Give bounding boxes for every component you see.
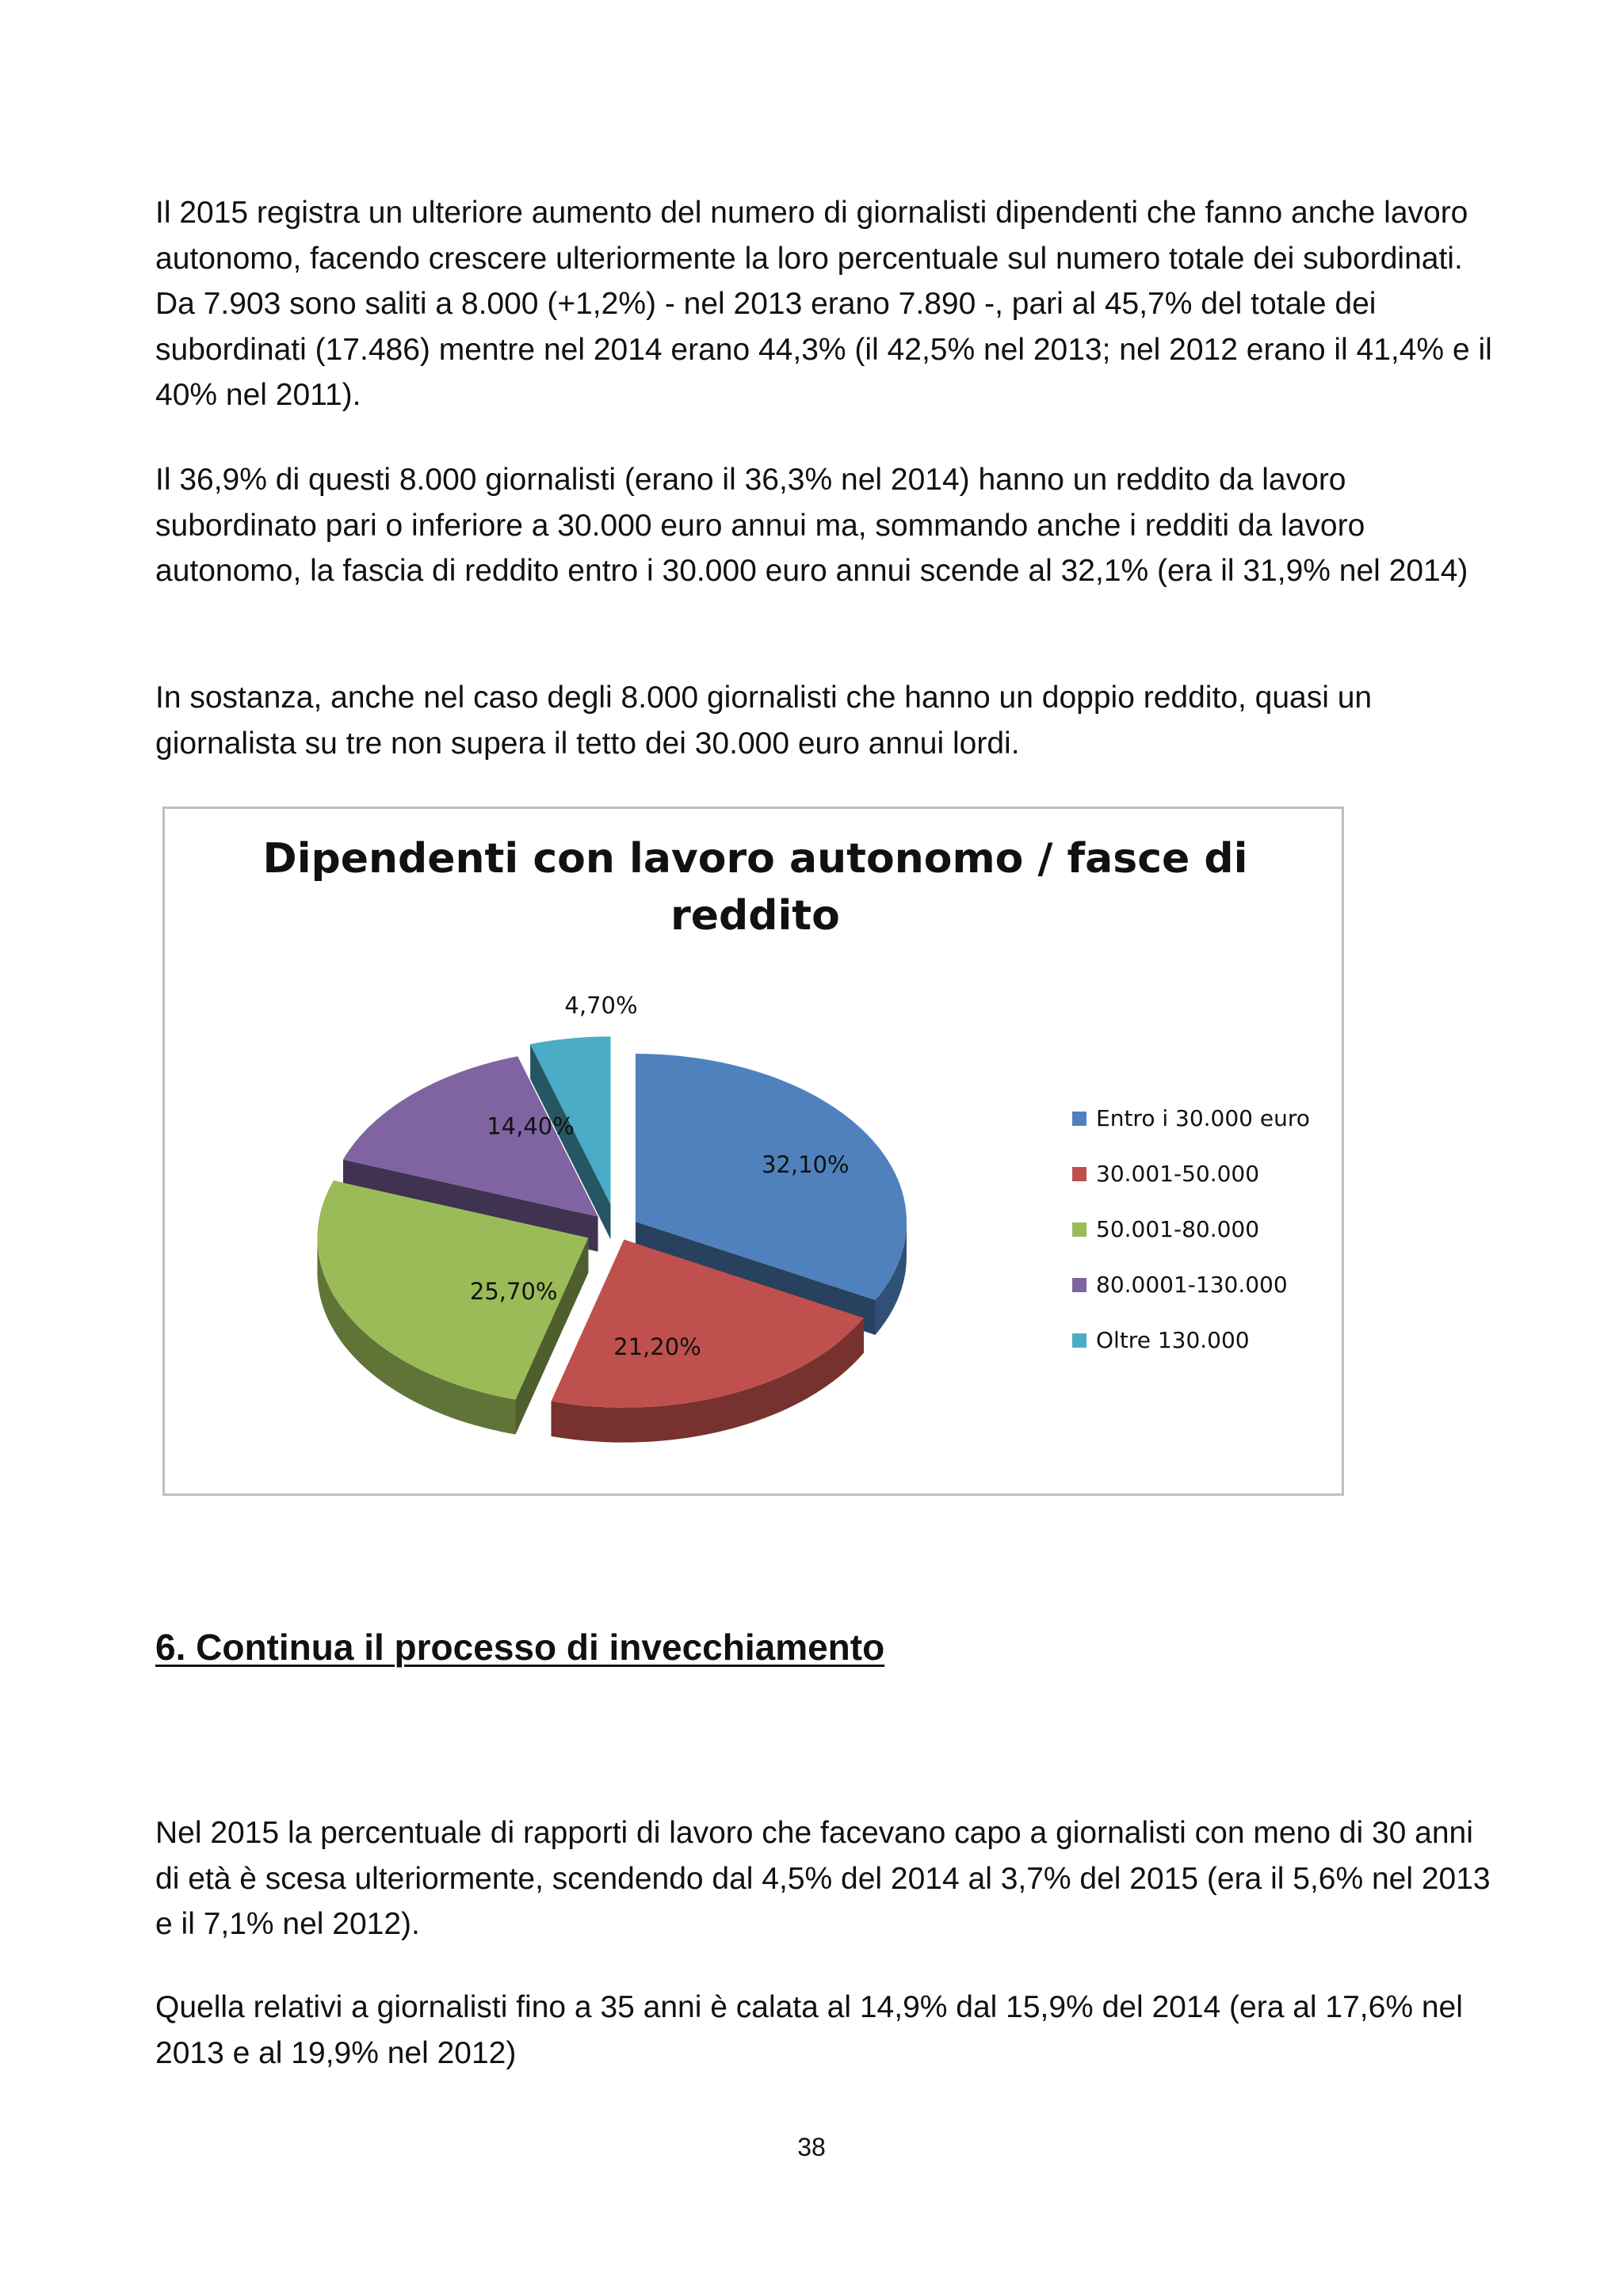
legend-swatch: [1072, 1333, 1086, 1348]
legend-swatch: [1072, 1278, 1086, 1292]
legend-label: 50.001-80.000: [1096, 1216, 1260, 1242]
paragraph-5: Quella relativi a giornalisti fino a 35 anni è calata al 14,9% dal 15,9% del 2014 (era al 17,6% nel 2013 e al 19,9% nel 2012): [155, 1990, 1463, 2070]
slice-label-3: 25,70%: [469, 1277, 558, 1305]
legend-item-5: [1072, 1327, 1250, 1353]
paragraph-1: Il 2015 registra un ulteriore aumento del numero di giornalisti dipendenti che fanno anche lavoro autonomo, facendo crescere ulteriormente la loro percentuale sul numero totale dei subordinati. Da 7.903 sono saliti a 8.000 (+1,2%) - nel 2013 erano 7.890 -, pari al 45,7% del totale dei subordinati (17.486) mentre nel 2014 erano 44,3% (il 42,5% nel 2013; nel 2012 erano il 41,4% e il 40% nel 2011).: [155, 196, 1492, 412]
paragraph-4: Nel 2015 la percentuale di rapporti di lavoro che facevano capo a giornalisti con meno di 30 anni di età è scesa ulteriormente, scendendo dal 4,5% del 2014 al 3,7% del 2015 (era il 5,6% nel 2013 e il 7,1% nel 2012).: [155, 1816, 1491, 1941]
chart-title: [263, 835, 1248, 940]
legend-label: Oltre 130.000: [1096, 1327, 1250, 1353]
slice-label-4: 14,40%: [487, 1112, 575, 1140]
slice-label-5: 4,70%: [564, 992, 638, 1019]
pie-chart-frame: [162, 807, 1344, 1496]
chart-title-line-1: Dipendenti con lavoro autonomo / fasce di: [262, 835, 1248, 883]
pie-chart: [165, 809, 1342, 1493]
chart-title-line-2: reddito: [670, 892, 840, 940]
slice-label-1: 32,10%: [761, 1150, 850, 1178]
legend-label: 80.0001-130.000: [1096, 1272, 1288, 1298]
legend-swatch: [1072, 1112, 1086, 1126]
legend-swatch: [1072, 1167, 1086, 1181]
pie-slices: [317, 1036, 907, 1442]
paragraph-2: Il 36,9% di questi 8.000 giornalisti (erano il 36,3% nel 2014) hanno un reddito da lavoro subordinato pari o inferiore a 30.000 euro annui ma, sommando anche i redditi da lavoro autonomo, la fascia di reddito entro i 30.000 euro annui scende al 32,1% (era il 31,9% nel 2014): [155, 463, 1468, 588]
paragraph-3: In sostanza, anche nel caso degli 8.000 giornalisti che hanno un doppio reddito, quasi un giornalista su tre non supera il tetto dei 30.000 euro annui lordi.: [155, 681, 1373, 761]
legend-label: 30.001-50.000: [1096, 1161, 1260, 1187]
legend-item-4: [1072, 1272, 1288, 1298]
legend-item-2: [1072, 1161, 1259, 1187]
slice-label-2: 21,20%: [613, 1333, 701, 1361]
section-heading: 6. Continua il processo di invecchiamento: [155, 1627, 885, 1668]
chart-legend: [1072, 1105, 1310, 1353]
legend-label: Entro i 30.000 euro: [1096, 1105, 1310, 1131]
legend-item-3: [1072, 1216, 1259, 1242]
legend-item-1: [1072, 1105, 1310, 1131]
page-number: 38: [797, 2133, 826, 2161]
legend-swatch: [1072, 1222, 1086, 1237]
